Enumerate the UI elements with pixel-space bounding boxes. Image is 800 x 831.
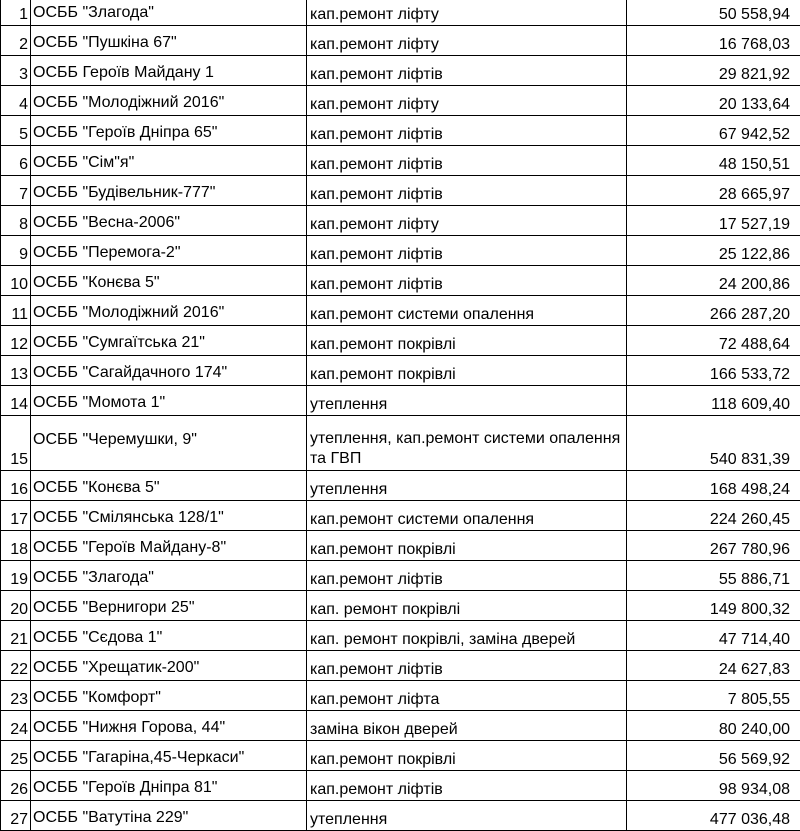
row-number-cell: 21 [1,621,31,651]
row-number-cell: 18 [1,531,31,561]
work-type-cell: кап.ремонт ліфту [307,0,627,26]
amount-cell: 166 533,72 [627,356,800,386]
amount-cell: 24 200,86 [627,266,800,296]
amount-cell: 7 805,55 [627,681,800,711]
amount-cell: 80 240,00 [627,711,800,741]
work-type-cell: кап. ремонт покрівлі [307,591,627,621]
osbb-name-cell: ОСББ "Вернигори 25" [31,591,307,621]
work-type-cell: кап.ремонт ліфтів [307,266,627,296]
work-type-cell: кап.ремонт ліфтів [307,771,627,801]
osbb-name-cell: ОСББ "Хрещатик-200" [31,651,307,681]
row-number-cell: 20 [1,591,31,621]
work-type-cell: заміна вікон дверей [307,711,627,741]
osbb-name-cell: ОСББ "Сумгаїтська 21" [31,326,307,356]
amount-cell: 55 886,71 [627,561,800,591]
table-row [1,56,800,86]
osbb-name-cell: ОСББ "Ватутіна 229" [31,801,307,831]
osbb-name-cell: ОСББ "Будівельник-777" [31,176,307,206]
row-number-cell: 1 [1,0,31,26]
osbb-name-cell: ОСББ "Злагода" [31,561,307,591]
amount-cell: 72 488,64 [627,326,800,356]
work-type-cell: утеплення, кап.ремонт системи опалення та ГВП [307,416,627,471]
osbb-name-cell: ОСББ "Комфорт" [31,681,307,711]
amount-cell: 29 821,92 [627,56,800,86]
amount-cell: 168 498,24 [627,471,800,501]
osbb-name-cell: ОСББ "Конєва 5" [31,471,307,501]
row-number-cell: 23 [1,681,31,711]
row-number-cell: 3 [1,56,31,86]
work-type-cell: кап.ремонт ліфта [307,681,627,711]
osbb-name-cell: ОСББ "Пушкіна 67" [31,26,307,56]
table-body [1,0,800,831]
osbb-name-cell: ОСББ "Черемушки, 9" [31,416,307,471]
table-row [1,146,800,176]
work-type-cell: кап.ремонт покрівлі [307,326,627,356]
amount-cell: 24 627,83 [627,651,800,681]
amount-cell: 149 800,32 [627,591,800,621]
table-row [1,771,800,801]
amount-cell: 20 133,64 [627,86,800,116]
work-type-cell: кап.ремонт покрівлі [307,741,627,771]
osbb-name-cell: ОСББ "Сім"я" [31,146,307,176]
work-type-cell: кап.ремонт системи опалення [307,501,627,531]
table-row [1,296,800,326]
osbb-name-cell: ОСББ "Героїв Майдану-8" [31,531,307,561]
osbb-name-cell: ОСББ Героїв Майдану 1 [31,56,307,86]
table-row [1,681,800,711]
work-type-cell: кап.ремонт ліфту [307,86,627,116]
amount-cell: 67 942,52 [627,116,800,146]
amount-cell: 266 287,20 [627,296,800,326]
table-row [1,356,800,386]
table-row [1,236,800,266]
work-type-cell: кап.ремонт ліфтів [307,56,627,86]
table-row [1,741,800,771]
amount-cell: 98 934,08 [627,771,800,801]
row-number-cell: 24 [1,711,31,741]
table-row [1,531,800,561]
table-row [1,266,800,296]
work-type-cell: кап.ремонт ліфтів [307,176,627,206]
table-row [1,0,800,26]
osbb-name-cell: ОСББ "Молодіжний 2016" [31,296,307,326]
table-row [1,116,800,146]
amount-cell: 17 527,19 [627,206,800,236]
row-number-cell: 10 [1,266,31,296]
work-type-cell: утеплення [307,386,627,416]
osbb-name-cell: ОСББ "Сєдова 1" [31,621,307,651]
row-number-cell: 27 [1,801,31,831]
row-number-cell: 9 [1,236,31,266]
work-type-cell: кап.ремонт ліфтів [307,146,627,176]
osbb-name-cell: ОСББ "Сагайдачного 174" [31,356,307,386]
row-number-cell: 26 [1,771,31,801]
osbb-name-cell: ОСББ "Героїв Дніпра 65" [31,116,307,146]
row-number-cell: 2 [1,26,31,56]
row-number-cell: 8 [1,206,31,236]
work-type-cell: утеплення [307,471,627,501]
amount-cell: 477 036,48 [627,801,800,831]
work-type-cell: кап.ремонт покрівлі [307,356,627,386]
osbb-name-cell: ОСББ "Конєва 5" [31,266,307,296]
amount-cell: 28 665,97 [627,176,800,206]
osbb-name-cell: ОСББ "Гагаріна,45-Черкаси" [31,741,307,771]
table-row [1,26,800,56]
work-type-cell: кап.ремонт ліфтів [307,561,627,591]
table-row [1,651,800,681]
osbb-name-cell: ОСББ "Смілянська 128/1" [31,501,307,531]
work-type-cell: кап.ремонт ліфтів [307,236,627,266]
table-row [1,711,800,741]
table-row [1,206,800,236]
row-number-cell: 19 [1,561,31,591]
amount-cell: 48 150,51 [627,146,800,176]
table-row [1,501,800,531]
amount-cell: 16 768,03 [627,26,800,56]
osbb-name-cell: ОСББ "Молодіжний 2016" [31,86,307,116]
row-number-cell: 15 [1,416,31,471]
table-row [1,471,800,501]
row-number-cell: 4 [1,86,31,116]
table-row [1,176,800,206]
row-number-cell: 22 [1,651,31,681]
table-row [1,621,800,651]
amount-cell: 50 558,94 [627,0,800,26]
work-type-cell: кап.ремонт системи опалення [307,296,627,326]
work-type-cell: утеплення [307,801,627,831]
work-type-cell: кап.ремонт ліфту [307,26,627,56]
amount-cell: 56 569,92 [627,741,800,771]
table-row [1,326,800,356]
osbb-name-cell: ОСББ "Перемога-2" [31,236,307,266]
table-row [1,386,800,416]
osbb-name-cell: ОСББ "Весна-2006" [31,206,307,236]
table-row [1,801,800,831]
row-number-cell: 16 [1,471,31,501]
work-type-cell: кап.ремонт ліфтів [307,651,627,681]
work-type-cell: кап.ремонт ліфту [307,206,627,236]
row-number-cell: 5 [1,116,31,146]
row-number-cell: 13 [1,356,31,386]
row-number-cell: 6 [1,146,31,176]
table-row [1,416,800,471]
row-number-cell: 25 [1,741,31,771]
row-number-cell: 12 [1,326,31,356]
amount-cell: 25 122,86 [627,236,800,266]
osbb-name-cell: ОСББ "Злагода" [31,0,307,26]
osbb-name-cell: ОСББ "Героїв Дніпра 81" [31,771,307,801]
work-type-cell: кап.ремонт ліфтів [307,116,627,146]
table-row [1,591,800,621]
amount-cell: 118 609,40 [627,386,800,416]
osbb-name-cell: ОСББ "Нижня Горова, 44" [31,711,307,741]
row-number-cell: 17 [1,501,31,531]
amount-cell: 267 780,96 [627,531,800,561]
row-number-cell: 11 [1,296,31,326]
table-row [1,86,800,116]
work-type-cell: кап. ремонт покрівлі, заміна дверей [307,621,627,651]
work-type-cell: кап.ремонт покрівлі [307,531,627,561]
amount-cell: 47 714,40 [627,621,800,651]
amount-cell: 540 831,39 [627,416,800,471]
row-number-cell: 7 [1,176,31,206]
table-row [1,561,800,591]
row-number-cell: 14 [1,386,31,416]
osbb-name-cell: ОСББ "Момота 1" [31,386,307,416]
amount-cell: 224 260,45 [627,501,800,531]
